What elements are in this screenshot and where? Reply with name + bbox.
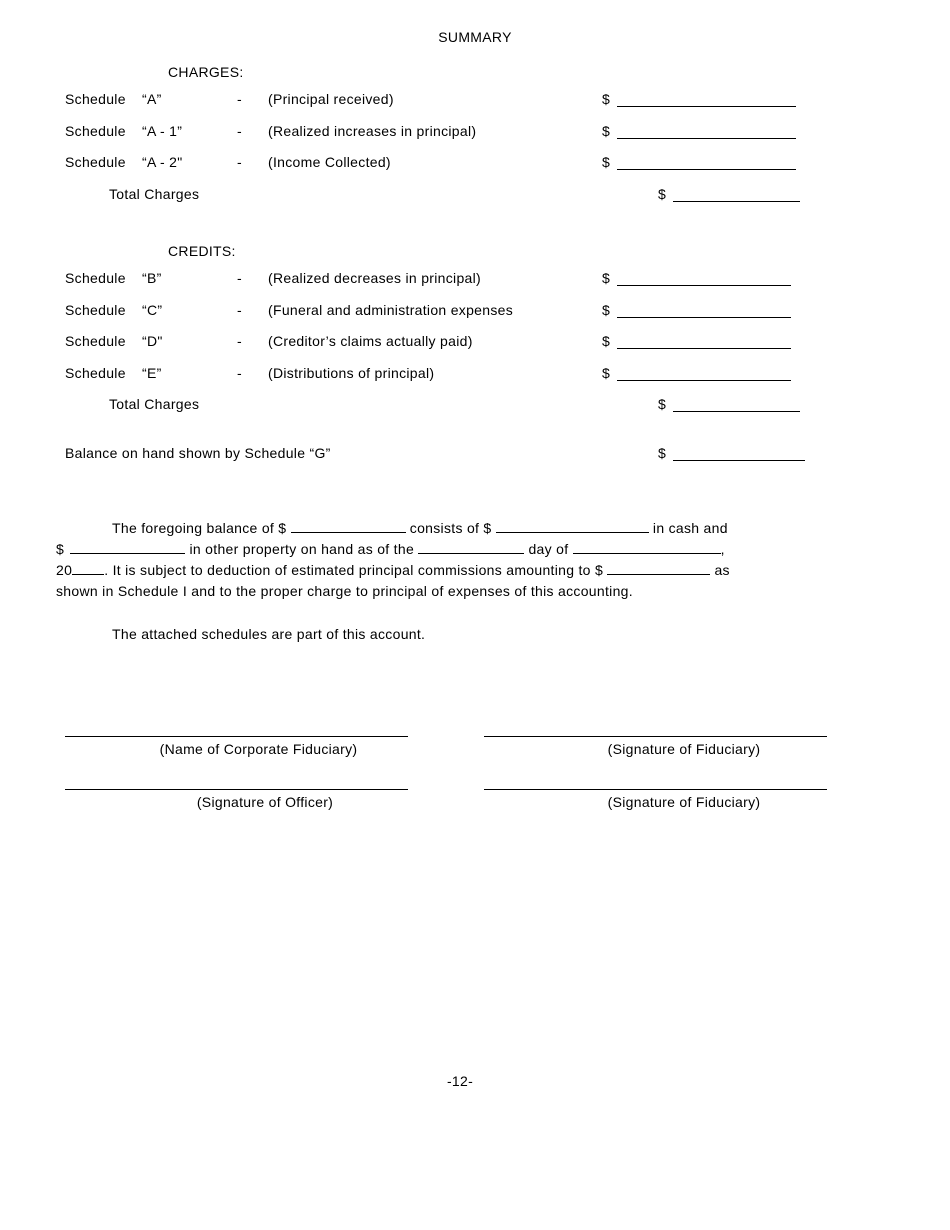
schedule-code: “A - 2" bbox=[142, 154, 183, 170]
total-charges-blank[interactable] bbox=[673, 201, 800, 202]
paragraph-text: shown in Schedule I and to the proper charge to principal of expenses of this accounting. bbox=[56, 583, 633, 599]
currency-sign: $ bbox=[658, 396, 667, 412]
schedule-label: Schedule bbox=[65, 333, 126, 349]
amount-blank-c[interactable] bbox=[617, 317, 791, 318]
fiduciary-signature-line-2[interactable] bbox=[484, 789, 827, 790]
currency-sign: $ bbox=[602, 302, 611, 318]
schedule-dash: - bbox=[237, 365, 242, 381]
officer-signature-label: (Signature of Officer) bbox=[196, 794, 334, 810]
schedule-description: (Distributions of principal) bbox=[268, 365, 435, 381]
paragraph-text: $ bbox=[56, 541, 65, 557]
currency-sign: $ bbox=[658, 445, 667, 461]
schedule-description: (Principal received) bbox=[268, 91, 394, 107]
schedule-dash: - bbox=[237, 270, 242, 286]
schedule-description: (Realized increases in principal) bbox=[268, 123, 477, 139]
schedule-label: Schedule bbox=[65, 365, 126, 381]
amount-blank-b[interactable] bbox=[617, 285, 791, 286]
page-title: SUMMARY bbox=[438, 29, 512, 45]
corporate-fiduciary-line[interactable] bbox=[65, 736, 408, 737]
schedule-description: (Creditor’s claims actually paid) bbox=[268, 333, 473, 349]
schedule-label: Schedule bbox=[65, 154, 126, 170]
currency-sign: $ bbox=[602, 333, 611, 349]
paragraph-line-3 bbox=[56, 560, 796, 581]
foregoing-balance-blank[interactable] bbox=[291, 519, 406, 533]
schedule-label: Schedule bbox=[65, 123, 126, 139]
balance-label: Balance on hand shown by Schedule “G” bbox=[65, 445, 331, 461]
schedule-label: Schedule bbox=[65, 91, 126, 107]
total-charges-label: Total Charges bbox=[109, 186, 200, 202]
total-credits-label: Total Charges bbox=[109, 396, 200, 412]
fiduciary-signature-label-2: (Signature of Fiduciary) bbox=[607, 794, 761, 810]
officer-signature-line[interactable] bbox=[65, 789, 408, 790]
currency-sign: $ bbox=[602, 91, 611, 107]
schedule-dash: - bbox=[237, 91, 242, 107]
schedule-description: (Funeral and administration expenses bbox=[268, 302, 514, 318]
paragraph-text: day of bbox=[528, 541, 569, 557]
schedule-code: “B” bbox=[142, 270, 162, 286]
year-blank[interactable] bbox=[72, 561, 104, 575]
schedule-label: Schedule bbox=[65, 302, 126, 318]
currency-sign: $ bbox=[602, 123, 611, 139]
schedule-dash: - bbox=[237, 333, 242, 349]
paragraph-text: . It is subject to deduction of estimated principal commissions amounting to $ bbox=[104, 562, 604, 578]
paragraph-text: , bbox=[720, 541, 725, 557]
schedule-dash: - bbox=[237, 154, 242, 170]
amount-blank-a2[interactable] bbox=[617, 169, 796, 170]
currency-sign: $ bbox=[602, 154, 611, 170]
schedule-code: “A” bbox=[142, 91, 162, 107]
balance-paragraph bbox=[56, 518, 796, 602]
amount-blank-a1[interactable] bbox=[617, 138, 796, 139]
page-number: -12- bbox=[446, 1073, 474, 1089]
credits-heading: CREDITS: bbox=[168, 243, 236, 259]
paragraph-line-4 bbox=[56, 581, 796, 602]
corporate-fiduciary-label: (Name of Corporate Fiduciary) bbox=[159, 741, 358, 757]
paragraph-text: as bbox=[714, 562, 730, 578]
schedule-dash: - bbox=[237, 123, 242, 139]
paragraph-text: in cash and bbox=[652, 520, 728, 536]
fiduciary-signature-line-1[interactable] bbox=[484, 736, 827, 737]
paragraph-line-1 bbox=[56, 518, 796, 539]
fiduciary-signature-label-1: (Signature of Fiduciary) bbox=[607, 741, 761, 757]
amount-blank-a[interactable] bbox=[617, 106, 796, 107]
other-property-blank[interactable] bbox=[70, 540, 185, 554]
cash-amount-blank[interactable] bbox=[496, 519, 649, 533]
schedule-code: “E” bbox=[142, 365, 162, 381]
balance-blank[interactable] bbox=[673, 460, 805, 461]
schedule-code: “C” bbox=[142, 302, 163, 318]
schedule-label: Schedule bbox=[65, 270, 126, 286]
currency-sign: $ bbox=[658, 186, 667, 202]
attached-note: The attached schedules are part of this account. bbox=[112, 626, 426, 642]
currency-sign: $ bbox=[602, 365, 611, 381]
paragraph-text: 20 bbox=[56, 562, 73, 578]
charges-heading: CHARGES: bbox=[168, 64, 244, 80]
commissions-blank[interactable] bbox=[607, 561, 710, 575]
currency-sign: $ bbox=[602, 270, 611, 286]
paragraph-line-2 bbox=[56, 539, 796, 560]
amount-blank-e[interactable] bbox=[617, 380, 791, 381]
day-blank[interactable] bbox=[418, 540, 524, 554]
schedule-description: (Realized decreases in principal) bbox=[268, 270, 481, 286]
paragraph-text: in other property on hand as of the bbox=[189, 541, 415, 557]
schedule-code: “A - 1” bbox=[142, 123, 183, 139]
schedule-code: “D" bbox=[142, 333, 163, 349]
total-credits-blank[interactable] bbox=[673, 411, 800, 412]
paragraph-text: consists of $ bbox=[409, 520, 492, 536]
amount-blank-d[interactable] bbox=[617, 348, 791, 349]
schedule-dash: - bbox=[237, 302, 242, 318]
schedule-description: (Income Collected) bbox=[268, 154, 391, 170]
paragraph-text: The foregoing balance of $ bbox=[112, 520, 287, 536]
month-blank[interactable] bbox=[573, 540, 721, 554]
